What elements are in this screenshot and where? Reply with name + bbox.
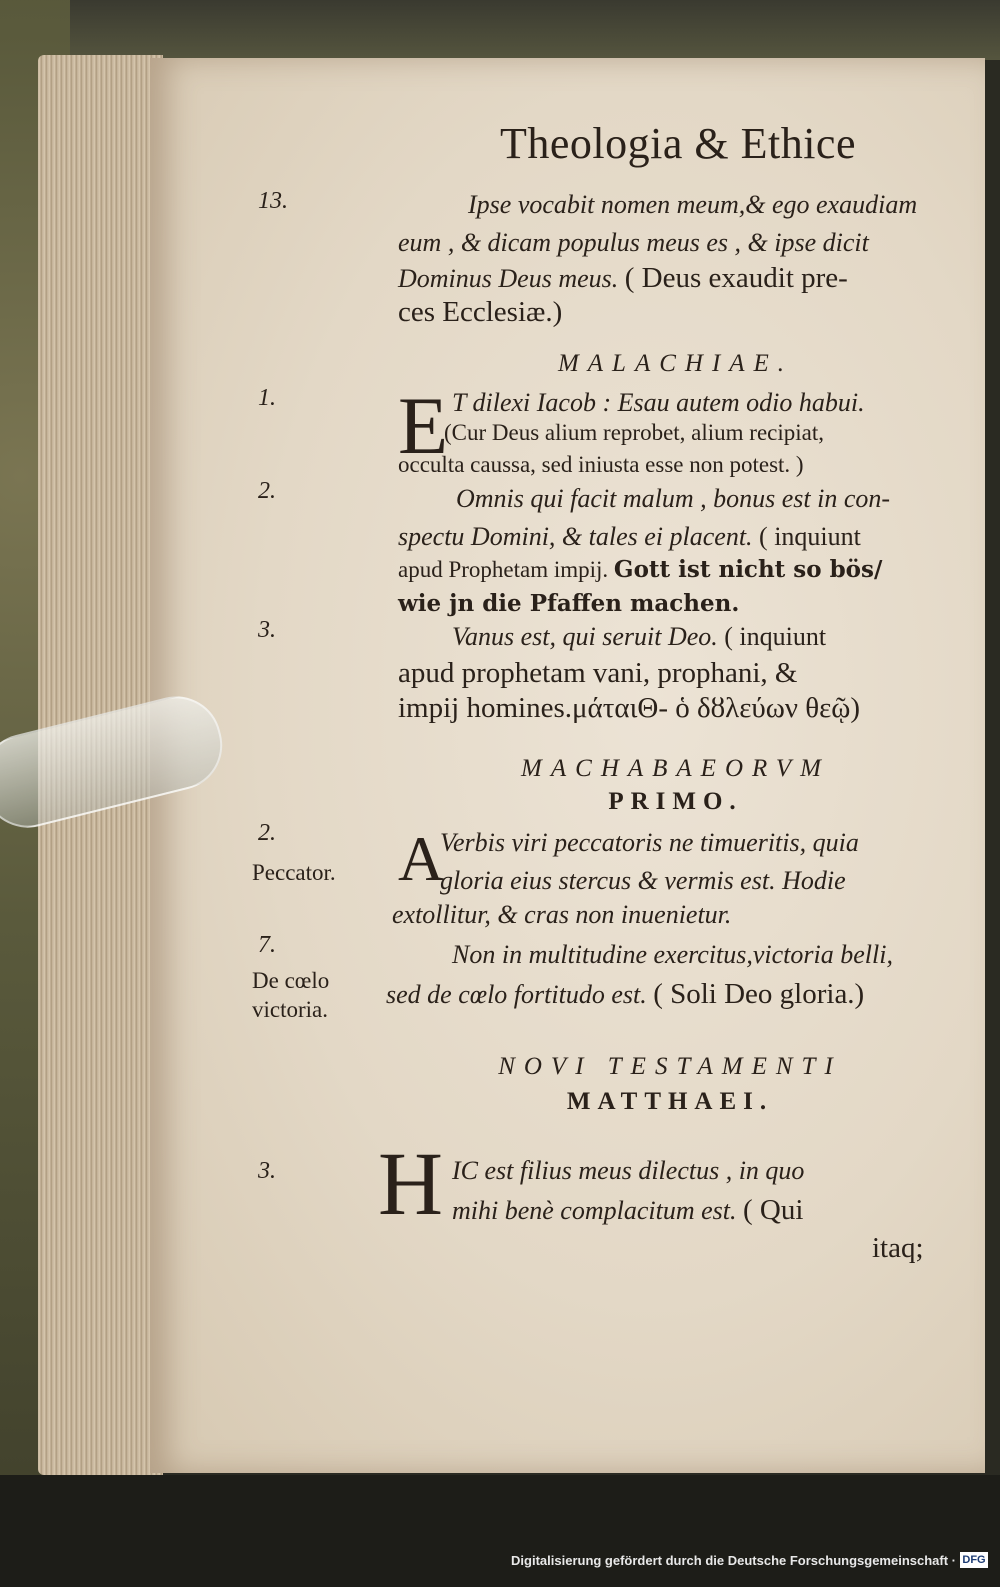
margin-number: 3. [258, 1158, 276, 1184]
text-span: Dominus Deus meus. [398, 264, 625, 293]
text-span: spectu Domini, & tales ei placent. [398, 522, 760, 551]
dfg-logo: DFG [960, 1552, 988, 1568]
text-line: Omnis qui facit malum , bonus est in con- [456, 484, 891, 513]
text-span: Gott ist nicht so bös/ [613, 556, 883, 583]
text-line: Non in multitudine exercitus,victoria belli, [452, 940, 893, 969]
margin-number: 1. [258, 385, 276, 411]
text-line [398, 522, 953, 552]
margin-number: 7. [258, 932, 276, 958]
text-line: (Cur Deus alium reprobet, alium recipiat, [444, 420, 825, 445]
text-line: occulta caussa, sed iniusta esse non potest. ) [398, 452, 804, 477]
scan-bottom-band [0, 1475, 1000, 1587]
margin-number: 2. [258, 478, 276, 504]
text-line: Verbis viri peccatoris ne timueritis, quia [440, 828, 859, 857]
text-line [452, 1156, 952, 1186]
text-span: sed de cœlo fortitudo est. [386, 980, 654, 1009]
section-subheading: PRIMO. [608, 788, 743, 815]
text-span: apud Prophetam impij. [398, 557, 614, 582]
text-span: ( inquiunt [724, 622, 827, 651]
drop-capital: E [398, 380, 449, 471]
text-line: extollitur, & cras non inuenietur. [392, 900, 732, 929]
text-span: in quo [738, 1156, 805, 1185]
text-line [386, 978, 941, 1011]
text-line: ces Ecclesiæ.) [398, 296, 563, 328]
text-line: gloria eius stercus & vermis est. Hodie [440, 866, 846, 895]
scan-top-band [0, 0, 1000, 60]
running-header: Theologia & Ethice [500, 119, 856, 168]
text-line [452, 622, 952, 652]
text-span: ( inquiunt [759, 522, 861, 551]
text-span: Vanus est, qui seruit Deo. [452, 622, 725, 651]
text-line: wie jn die Pfaffen machen. [398, 590, 740, 617]
text-line [452, 1194, 952, 1227]
drop-capital: A [398, 823, 445, 894]
margin-note: victoria. [252, 997, 328, 1022]
text-span: ( Deus exaudit pre- [624, 262, 848, 294]
text-line: apud prophetam vani, prophani, & [398, 657, 798, 689]
text-span: ( Qui [743, 1194, 804, 1226]
text-line: Ipse vocabit nomen meum,& ego exaudiam [468, 190, 918, 219]
section-subheading: MATTHAEI. [566, 1088, 774, 1115]
text-line [398, 556, 953, 583]
section-heading: MALACHIAE. [557, 350, 794, 377]
text-line: impij homines.μάταιΘ- ὁ δȣλεύων θεῷ) [398, 692, 861, 724]
text-line [398, 262, 953, 295]
drop-capital: H [378, 1135, 443, 1234]
margin-note: Peccator. [252, 860, 336, 885]
catchword: itaq; [872, 1232, 924, 1264]
margin-number: 13. [258, 188, 288, 214]
text-line: T dilexi Iacob : Esau autem odio habui. [452, 388, 865, 417]
margin-number: 3. [258, 617, 276, 643]
text-span: IC est filius meus dilectus , [452, 1156, 739, 1185]
text-span: mihi benè complacitum est. [452, 1196, 743, 1225]
text-line: eum , & dicam populus meus es , & ipse dicit [398, 228, 869, 257]
section-heading: MACHABAEORVM [521, 755, 830, 782]
section-heading: NOVI TESTAMENTI [498, 1053, 842, 1080]
margin-number: 2. [258, 820, 276, 846]
digitization-credit: Digitalisierung gefördert durch die Deutsche Forschungsgemeinschaft · [511, 1553, 956, 1568]
text-span: ( Soli Deo gloria.) [653, 978, 865, 1010]
margin-note: De cœlo [252, 968, 330, 993]
